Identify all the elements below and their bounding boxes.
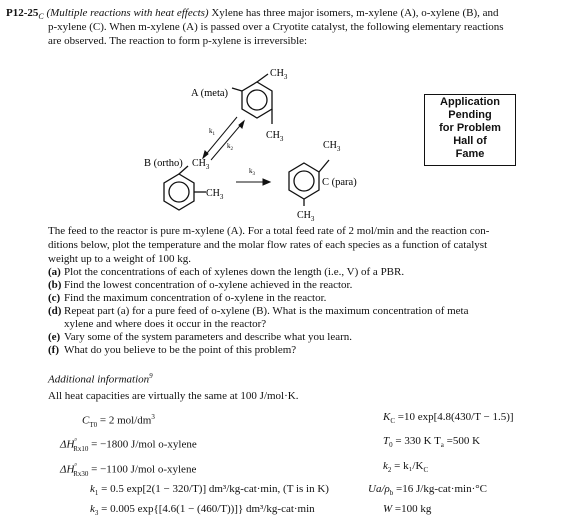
- problem-intro-3: are observed. The reaction to form p-xylene is irreversible:: [48, 35, 308, 47]
- ch3-label-b2: $CH_3$: [206, 188, 224, 201]
- label-para: C (para): [322, 177, 357, 188]
- k1-label: $k_1$: [209, 127, 215, 137]
- stamp-line: Pending: [448, 109, 492, 121]
- label-ortho: B (ortho): [144, 158, 183, 169]
- additional-heading: Additional information$^9$: [48, 372, 153, 386]
- ch3-label-a1: $CH_3$: [270, 68, 288, 81]
- feed-line-3: weight up to a weight of 100 kg.: [48, 253, 191, 265]
- eq-w: W =100 kg: [383, 503, 432, 515]
- eq-k1: $k_1 = 0.5$ exp[2(1 − 320/T)] dm³/kg-cat·min, (T is in K): [90, 483, 329, 498]
- item-e: (e) Vary some of the system parameters and describe what you learn.: [48, 331, 353, 343]
- stamp-line: for Problem: [439, 122, 501, 134]
- eq-k2: $k_2 = k_1/K_C$: [383, 460, 429, 475]
- label-meta: A (meta): [191, 88, 229, 99]
- problem-intro-1: Xylene has three major isomers, m-xylene (A), o-xylene (B), and: [208, 7, 499, 19]
- item-d-cont: xylene and where does it occur in the reactor?: [64, 318, 267, 330]
- feed-line-2: ditions below, plot the temperature and the molar flow rates of each species as a function of catalyst: [48, 239, 488, 251]
- eq-dh3: $\Delta H^\circ_{Rx30} = -1100$ J/mol o-xylene: [60, 462, 197, 478]
- equilibrium-arrows: [203, 117, 244, 160]
- eq-k3: $k_3 = 0.005$ exp{[4.6(1 − (460/T))]} dm³/kg-cat·min: [90, 503, 315, 518]
- eq-ua: $Ua/\rho_b =16$ J/kg-cat·min·°C: [368, 483, 487, 498]
- ch3-label-a2: $CH_3$: [266, 130, 284, 143]
- eq-kc: $K_C =10$ exp[4.8(430/T − 1.5)]: [383, 411, 514, 426]
- k3-label: $k_3$: [249, 167, 255, 177]
- ch3-label-c2: $CH_3$: [297, 210, 315, 223]
- hall-of-fame-stamp: [424, 94, 516, 166]
- meta-xylene-ring: [232, 74, 272, 124]
- ch3-label-b1: $CH_3$: [192, 158, 210, 171]
- stamp-line: Fame: [455, 148, 485, 160]
- problem-intro-2: p-xylene (C). When m-xylene (A) is passed over a Cryotite catalyst, the following elementary reactions: [48, 21, 504, 33]
- item-b: (b) Find the lowest concentration of o-xylene achieved in the reactor.: [48, 279, 353, 291]
- heat-capacity-line: All heat capacities are virtually the same at 100 J/mol·K.: [48, 390, 299, 402]
- ortho-xylene-ring: [164, 166, 206, 210]
- eq-dh1: $\Delta H^\circ_{Rx10} = -1800$ J/mol o-xylene: [60, 437, 197, 453]
- irreversible-arrow: [236, 179, 270, 185]
- item-a: (a) Plot the concentrations of each of xylenes down the length (i.e., V) of a PBR.: [48, 266, 405, 278]
- eq-ct0: $C_{T0} = 2$ mol/$dm^3$: [82, 413, 155, 429]
- problem-title: (Multiple reactions with heat effects): [46, 7, 209, 19]
- feed-line-1: The feed to the reactor is pure m-xylene (A). For a total feed rate of 2 mol/min and the reaction con-: [48, 225, 490, 237]
- item-d: (d) Repeat part (a) for a pure feed of o-xylene (B). What is the maximum concentration of meta: [48, 305, 469, 317]
- k2-label: $k_2$: [227, 142, 233, 152]
- ch3-label-c1: $CH_3$: [323, 140, 341, 153]
- problem-subscript: C: [38, 12, 44, 22]
- item-f: (f) What do you believe to be the point of this problem?: [48, 344, 297, 356]
- stamp-line: Hall of: [453, 135, 487, 147]
- eq-t0-ta: $T_0 = 330$ K $T_a =500$ K: [383, 435, 481, 450]
- item-c: (c) Find the maximum concentration of o-xylene in the reactor.: [48, 292, 327, 304]
- stamp-line: Application: [440, 96, 500, 108]
- problem-number: P12-25: [6, 7, 39, 19]
